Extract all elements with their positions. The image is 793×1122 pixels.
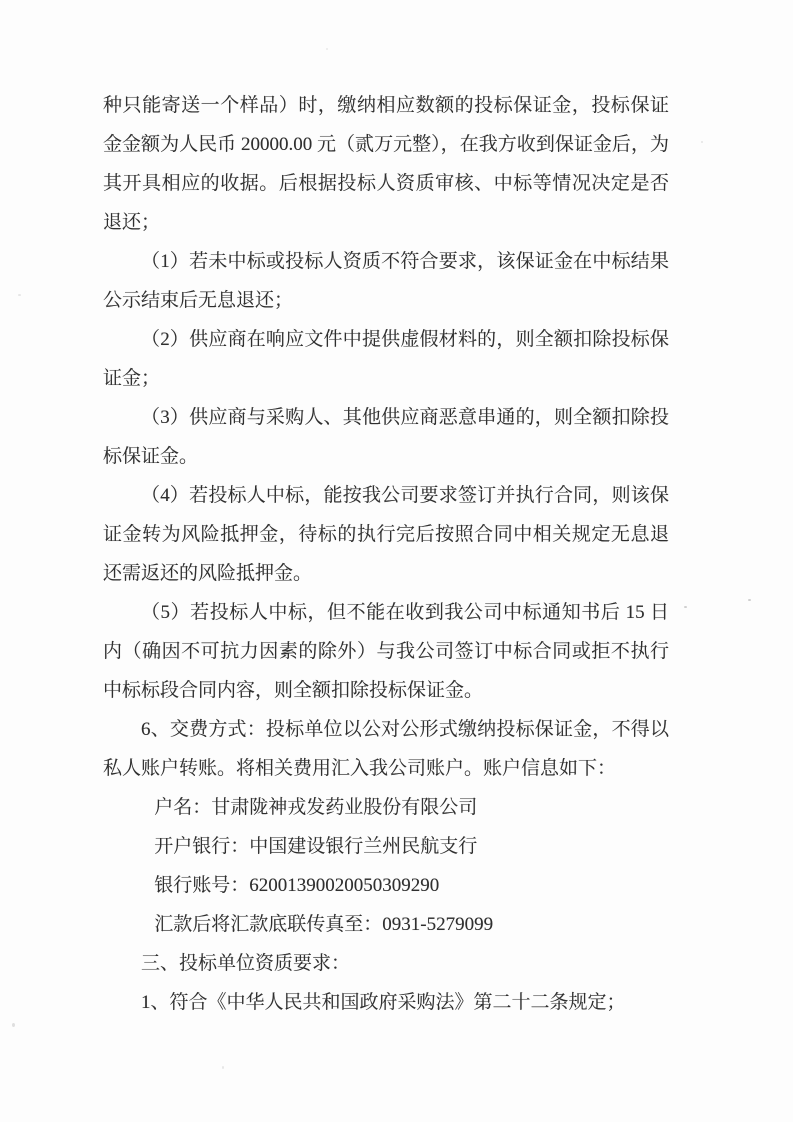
paragraph: 三、投标单位资质要求： xyxy=(141,953,351,974)
scan-speck xyxy=(222,1066,224,1069)
paragraph: （1）若未中标或投标人资质不符合要求，该保证金在中标结果公示结束后无息退还； xyxy=(103,251,669,311)
scan-speck xyxy=(18,294,21,296)
paragraph: （2）供应商在响应文件中提供虚假材料的，则全额扣除投标保证金； xyxy=(103,329,669,389)
paragraph: （5）若投标人中标，但不能在收到我公司中标通知书后 15 日内（确因不可抗力因素的除外）与我公司签订中标合同或拒不执行中标标段合同内容，则全额扣除投标保证金。 xyxy=(103,602,669,701)
paragraph: 种只能寄送一个样品）时，缴纳相应数额的投标保证金，投标保证金金额为人民币 20000.00 元（贰万元整），在我方收到保证金后，为其开具相应的收据。后根据投标人资质审核、中标等情况决定是否退还； xyxy=(103,95,669,233)
scan-speck xyxy=(12,1023,15,1027)
scan-speck xyxy=(684,606,687,608)
paragraph: 汇款后将汇款底联传真至：0931-5279099 xyxy=(154,914,494,935)
paragraph: 6、交费方式：投标单位以公对公形式缴纳投标保证金，不得以私人账户转账。将相关费用汇入我公司账户。账户信息如下： xyxy=(103,719,669,779)
paragraph: 开户银行：中国建设银行兰州民航支行 xyxy=(154,836,478,857)
paragraph: 银行账号：62001390020050309290 xyxy=(154,875,440,896)
paragraph: 1、符合《中华人民共和国政府采购法》第二十二条规定； xyxy=(141,992,626,1013)
scan-speck xyxy=(326,48,328,50)
scan-speck xyxy=(748,599,751,601)
paragraph: （4）若投标人中标，能按我公司要求签订并执行合同，则该保证金转为风险抵押金，待标的执行完后按照合同中相关规定无息退还需返还的风险抵押金。 xyxy=(103,485,669,584)
document-body xyxy=(103,86,669,1022)
paragraph: （3）供应商与采购人、其他供应商恶意串通的，则全额扣除投标保证金。 xyxy=(103,407,669,467)
scan-speck xyxy=(701,141,703,143)
paragraph: 户名：甘肃陇神戎发药业股份有限公司 xyxy=(154,797,478,818)
